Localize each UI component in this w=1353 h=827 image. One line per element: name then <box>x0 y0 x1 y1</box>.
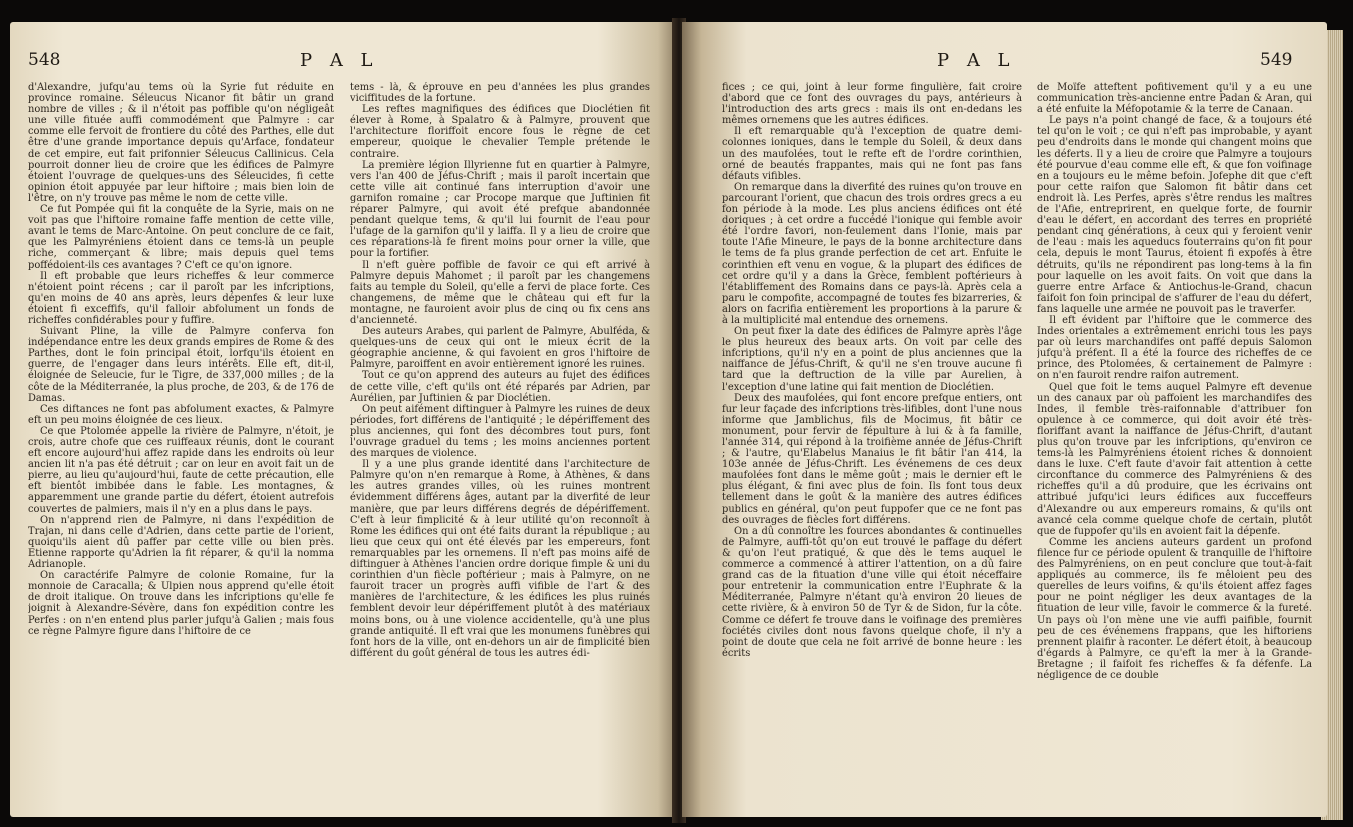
paragraph: On peut aifément diftinguer à Palmyre les ruines de deux périodes, fort différens de l'antiquité ; le dépériffement des plus anciennes, qui font des décombres tout purs, font l'ouvrage graduel du tems ; les moins anciennes portent des marques de violence. <box>350 403 650 460</box>
paragraph: On peut fixer la date des édifices de Palmyre après l'âge le plus heureux des beaux arts. On voit par celle des infcriptions, qu'il n'y en a point de plus anciennes que la naiffance de Jéfus-Chrift, & qu'il ne s'en trouve aucune fi tard que la deftruction de la ville par Aurelien, à l'exception d'une latine qui fait mention de Dioclétien. <box>722 326 1022 393</box>
right-column-1 <box>722 82 1022 803</box>
paragraph: Ce que Ptolomée appelle la rivière de Palmyre, n'étoit, je crois, autre chofe que ces ruiffeaux réunis, dont le courant eft encore aujourd'hui affez rapide dans les endroits où leur ancien lit n'a pas été détruit ; car on leur en avoit fait un de pierre, au lieu qu'aujourd'hui, faute de cette précaution, elle eft bientôt imbibée dans le fable. Les montagnes, & apparemment une grande partie du défert, étoient autrefois couvertes de palmiers, mais il n'y en a plus dans le pays. <box>28 425 334 515</box>
paragraph: Suivant Pline, la ville de Palmyre conferva fon indépendance entre les deux grands empires de Rome & des Parthes, dont le foin principal étoit, lorfqu'ils étoient en guerre, de l'engager dans leurs intérêts. Elle eft, dit-il, éloignée de Seleucie, fur le Tigre, de 337,000 milles ; de la côte de la Méditerranée, la plus proche, de 203, & de 176 de Damas. <box>28 326 334 404</box>
paragraph: Il eft remarquable qu'à l'exception de quatre demi-colonnes ioniques, dans le temple du Soleil, & deux dans un des maufolées, tout le refte eft de l'ordre corinthien, orné de beautés frappantes, mais qui ne font pas fans défauts vifibles. <box>722 126 1022 182</box>
left-column-1 <box>28 82 334 803</box>
paragraph: Comme les anciens auteurs gardent un profond filence fur ce période opulent & tranquille de l'hiftoire des Palmyréniens, on en peut conclure que tout-à-fait appliqués au commerce, ils fe mêloient peu des querelles de leurs voifins, & qu'ils étoient affez fages pour ne point négliger les deux avantages de la fituation de leur ville, favoir le commerce & la fureté. Un pays où l'on mène une vie auffi paifible, fournit peu de ces événemens frappans, que les hiftoriens prennent plaifir à raconter. Le défert étoit, à beaucoup d'égards à Palmyre, ce qu'eft la mer à la Grande-Bretagne ; il faifoit fes richeffes & fa défenfe. La négligence de ce double <box>1037 536 1312 681</box>
right-column-2 <box>1037 82 1312 803</box>
paragraph: Les reftes magnifiques des édifices que Dioclétien fit élever à Rome, à Spalatro & à Palmyre, prouvent que l'architecture floriffoit encore fous le règne de cet empereur, quoique le chevalier Temple prétende le contraire. <box>350 104 650 160</box>
paragraph: On caractérife Palmyre de colonie Romaine, fur la monnoie de Caracalla; & Ulpien nous apprend qu'elle étoit de droit italique. On trouve dans les infcriptions qu'elle fe joignit à Alexandre-Sévère, dans fon expédition contre les Perfes : on n'en entend plus parler jufqu'à Galien ; mais fous ce règne Palmyre figure dans l'hiftoire de ce <box>28 570 334 637</box>
paragraph: Il y a une plus grande identité dans l'architecture de Palmyre qu'on n'en remarque à Rome, à Athènes, & dans les autres grandes villes, où les ruines montrent évidemment différens âges, autant par la diverfité de leur manière, que par leurs différens degrés de dépériffement. C'eft à leur fimplicité & à leur utilité qu'on reconnoît à Rome les édifices qui ont été faits durant la république ; au lieu que ceux qui ont été élevés par les empereurs, font remarquables par les ornemens. Il n'eft pas moins aifé de diftinguer à Athènes l'ancien ordre dorique fimple & uni du corinthien d'un fiècle poftérieur ; mais à Palmyre, on ne fauroit tracer un progrès auffi vifible de l'art & des manières de l'architecture, & les édifices les plus ruinés femblent devoir leur dépériffement plutôt à des matériaux moins bons, ou à une violence accidentelle, qu'à une plus grande antiquité. Il eft vrai que les monumens funèbres qui font hors de la ville, ont en-dehors un air de fimplicité bien différent du goût général de tous les autres édi- <box>350 459 650 659</box>
paragraph: La première légion Illyrienne fut en quartier à Palmyre, vers l'an 400 de Jéfus-Chrift ; mais il paroît incertain que cette ville ait continué fans interruption d'avoir une garnifon romaine ; car Procope marque que Juftinien fit réparer Palmyre, qui avoit été prefque abandonnée pendant quelque tems, & qu'il lui fournit de l'eau pour l'ufage de la garnifon qu'il y laiffa. Il y a lieu de croire que ces réparations-là fe firent moins pour orner la ville, que pour la fortifier. <box>350 159 650 260</box>
page-number-right: 549 <box>1260 50 1293 70</box>
paragraph: fices ; ce qui, joint à leur forme fingulière, fait croire d'abord que ce font des ouvrages du pays, antérieurs à l'introduction des arts grecs : mais ils ont en-dedans les mêmes ornemens que les autres édifices. <box>722 82 1022 127</box>
left-page <box>10 22 678 817</box>
paragraph: d'Alexandre, jufqu'au tems où la Syrie fut réduite en province romaine. Séleucus Nicanor fit bâtir un grand nombre de villes ; & il n'étoit pas poffible qu'on négligeât une ville fituée auffi commodément que Palmyre : car comme elle fervoit de frontiere du côté des Parthes, elle dut être d'une grande importance depuis qu'Arface, fondateur de cet empire, eut fait prifonnier Séleucus Callinicus. Cela pourroit donner lieu de croire que les édifices de Palmyre étoient l'ouvrage de quelques-uns des Séleucides, fi cette opinion étoit appuyée par leur hiftoire ; mais bien loin de l'être, on n'y trouve pas même le nom de cette ville. <box>28 82 334 204</box>
paragraph: Des auteurs Arabes, qui parlent de Palmyre, Abulféda, & quelques-uns de ceux qui ont le mieux écrit de la géographie ancienne, & qui favoient en gros l'hiftoire de Palmyre, paroiffent en avoir entièrement ignoré les ruines. <box>350 326 650 371</box>
left-running-head <box>10 50 678 74</box>
paragraph: Il n'eft guère poffible de favoir ce qui eft arrivé à Palmyre depuis Mahomet ; il paroît par les changemens faits au temple du Soleil, qu'elle a fervi de place forte. Ces changemens, de même que le château qui eft fur la montagne, ne fauroient avoir plus de cinq ou fix cens ans d'ancienneté. <box>350 259 650 326</box>
paragraph: de Moïfe atteftent pofitivement qu'il y a eu une communication très-ancienne entre Padan & Aran, qui a été enfuite la Méfopotamie & la terre de Canaan. <box>1037 82 1312 116</box>
paragraph: On remarque dans la diverfité des ruines qu'on trouve en parcourant l'orient, que chacun des trois ordres grecs a eu fon période à la mode. Les plus anciens édifices ont été doriques ; à cet ordre a fuccédé l'ionique qui femble avoir été l'ordre favori, non-feulement dans l'Ionie, mais par toute l'Afie Mineure, le pays de la bonne architecture dans le tems de fa plus grande perfection de cet art. Enfuite le corinthien eft venu en vogue, & la plupart des édifices de cet ordre qu'il y a dans la Grèce, femblent poftérieurs à l'établiffement des Romains dans ce pays-là. Après cela a paru le compofite, accompagné de toutes fes bizarreries, & alors on facrifia entièrement les proportions à la parure & à la multiplicité mal entendue des ornemens. <box>722 181 1022 326</box>
running-title-left: P A L <box>300 50 379 71</box>
paragraph: On n'apprend rien de Palmyre, ni dans l'expédition de Trajan, ni dans celle d'Adrien, dans cette partie de l'orient, quoiqu'ils aient dû paffer par cette ville ou bien près. Etienne rapporte qu'Adrien la fit réparer, & qu'il la nomma Adrianople. <box>28 514 334 571</box>
right-running-head <box>682 50 1327 74</box>
page-number-left: 548 <box>28 50 61 70</box>
paragraph: Ces diftances ne font pas abfolument exactes, & Palmyre eft un peu moins éloignée de ces lieux. <box>28 403 334 426</box>
paragraph: Quel que foit le tems auquel Palmyre eft devenue un des canaux par où paffoient les marchandifes des Indes, il femble très-raifonnable d'attribuer fon opulence à ce commerce, qui doit avoir été très-floriffant avant la naiffance de Jéfus-Chrift, d'autant plus qu'on trouve par les infcriptions, qu'environ ce tems-là les Palmyréniens étoient riches & donnoient dans le luxe. C'eft faute d'avoir fait attention à cette circonftance du commerce des Palmyréniens & des richeffes qu'il a dû produire, que les écrivains ont attribué jufqu'ici leurs édifices aux fucceffeurs d'Alexandre ou aux empereurs romains, & qu'ils ont avancé cela comme quelque chofe de certain, plutôt que de fuppofer qu'ils en avoient fait la dépenfe. <box>1037 381 1312 537</box>
left-column-2 <box>350 82 650 803</box>
paragraph: On a dû connoître les fources abondantes & continuelles de Palmyre, auffi-tôt qu'on eut trouvé le paffage du défert & qu'on l'eut pratiqué, & que dès le tems auquel le commerce a commencé à attirer l'attention, on a dû faire grand cas de la fituation d'une ville qui étoit néceffaire pour entretenir la communication entre l'Euphrate & la Méditerranée, Palmyre n'étant qu'à environ 20 lieues de cette rivière, & à environ 50 de Tyr & de Sidon, fur la côte. Comme ce défert fe trouve dans le voifinage des premières fociétés civiles dont nous favons quelque chofe, il n'y a point de doute que cela ne foit arrivé de bonne heure : les écrits <box>722 525 1022 659</box>
paragraph: Il eft probable que leurs richeffes & leur commerce n'étoient point récens ; car il paroît par les infcriptions, qu'en moins de 40 ans après, leurs dépenfes & leur luxe étoient fi exceffifs, qu'il falloir abfolument un fonds de richeffes confidérables pour y fuffire. <box>28 270 334 326</box>
paragraph: Deux des maufolées, qui font encore prefque entiers, ont fur leur façade des infcriptions très-lifibles, dont l'une nous informe que Jamblichus, fils de Mocimus, fit bâtir ce monument, pour fervir de fépulture à lui & à fa famille, l'année 314, qui répond à la troifième année de Jéfus-Chrift ; & l'autre, qu'Elabelus Manaius le fit bâtir l'an 414, la 103e année de Jéfus-Chrift. Les événemens de ces deux maufolées font dans le même goût ; mais le dernier eft le plus élégant, & fini avec plus de foin. Ils font tous deux tellement dans le goût & la manière des autres édifices publics en général, qu'on peut fuppofer que ce ne font pas des ouvrages de fiècles fort différens. <box>722 392 1022 526</box>
paragraph: Tout ce qu'on apprend des auteurs au fujet des édifices de cette ville, c'eft qu'ils ont été réparés par Adrien, par Aurélien, par Juftinien & par Dioclétien. <box>350 370 650 404</box>
paragraph: Il eft évident par l'hiftoire que le commerce des Indes orientales a extrêmement enrichi tous les pays par où leurs marchandifes ont paffé depuis Salomon jufqu'à préfent. Il a été la fource des richeffes de ce prince, des Ptolomées, & certainement de Palmyre : on n'en fauroit rendre raifon autrement. <box>1037 314 1312 382</box>
paragraph: Le pays n'a point changé de face, & a toujours été tel qu'on le voit ; ce qui n'eft pas improbable, y ayant peu d'endroits dans le monde qui changent moins que les déferts. Il y a lieu de croire que Palmyre a toujours été pourvue d'eau comme elle eft, & que fon voifinage en a toujours eu le même befoin. Jofephe dit que c'eft pour cette raifon que Salomon fit bâtir dans cet endroit là. Les Perfes, après s'être rendus les maîtres de l'Afie, entreprirent, en quelque forte, de fournir d'eau le défert, en accordant des terres en propriété pendant cinq générations, à ceux qui y feroient venir de l'eau : mais les aqueducs fouterrains qu'on fit pour cela, depuis le mont Taurus, étoient fi expofés à être détruits, qu'ils ne répondirent pas long-tems à la fin pour laquelle on les avoit faits. On voit que dans la guerre entre Arface & Antiochus-le-Grand, chacun faifoit fon foin principal de s'affurer de l'eau du défert, fans laquelle une armée ne pouvoit pas le traverfer. <box>1037 115 1312 315</box>
paragraph: tems - là, & éprouve en peu d'années les plus grandes viciffitudes de la fortune. <box>350 82 650 105</box>
running-title-right: P A L <box>937 50 1016 71</box>
paragraph: Ce fut Pompée qui fit la conquête de la Syrie, mais on ne voit pas que l'hiftoire romaine faffe mention de cette ville, avant le tems de Marc-Antoine. On peut conclure de ce fait, que les Palmyréniens étoient dans ce tems-là un peuple riche, commerçant & libre; mais depuis quel tems poffédoient-ils ces avantages ? C'eft ce qu'on ignore. <box>28 204 334 271</box>
right-page <box>682 22 1327 817</box>
